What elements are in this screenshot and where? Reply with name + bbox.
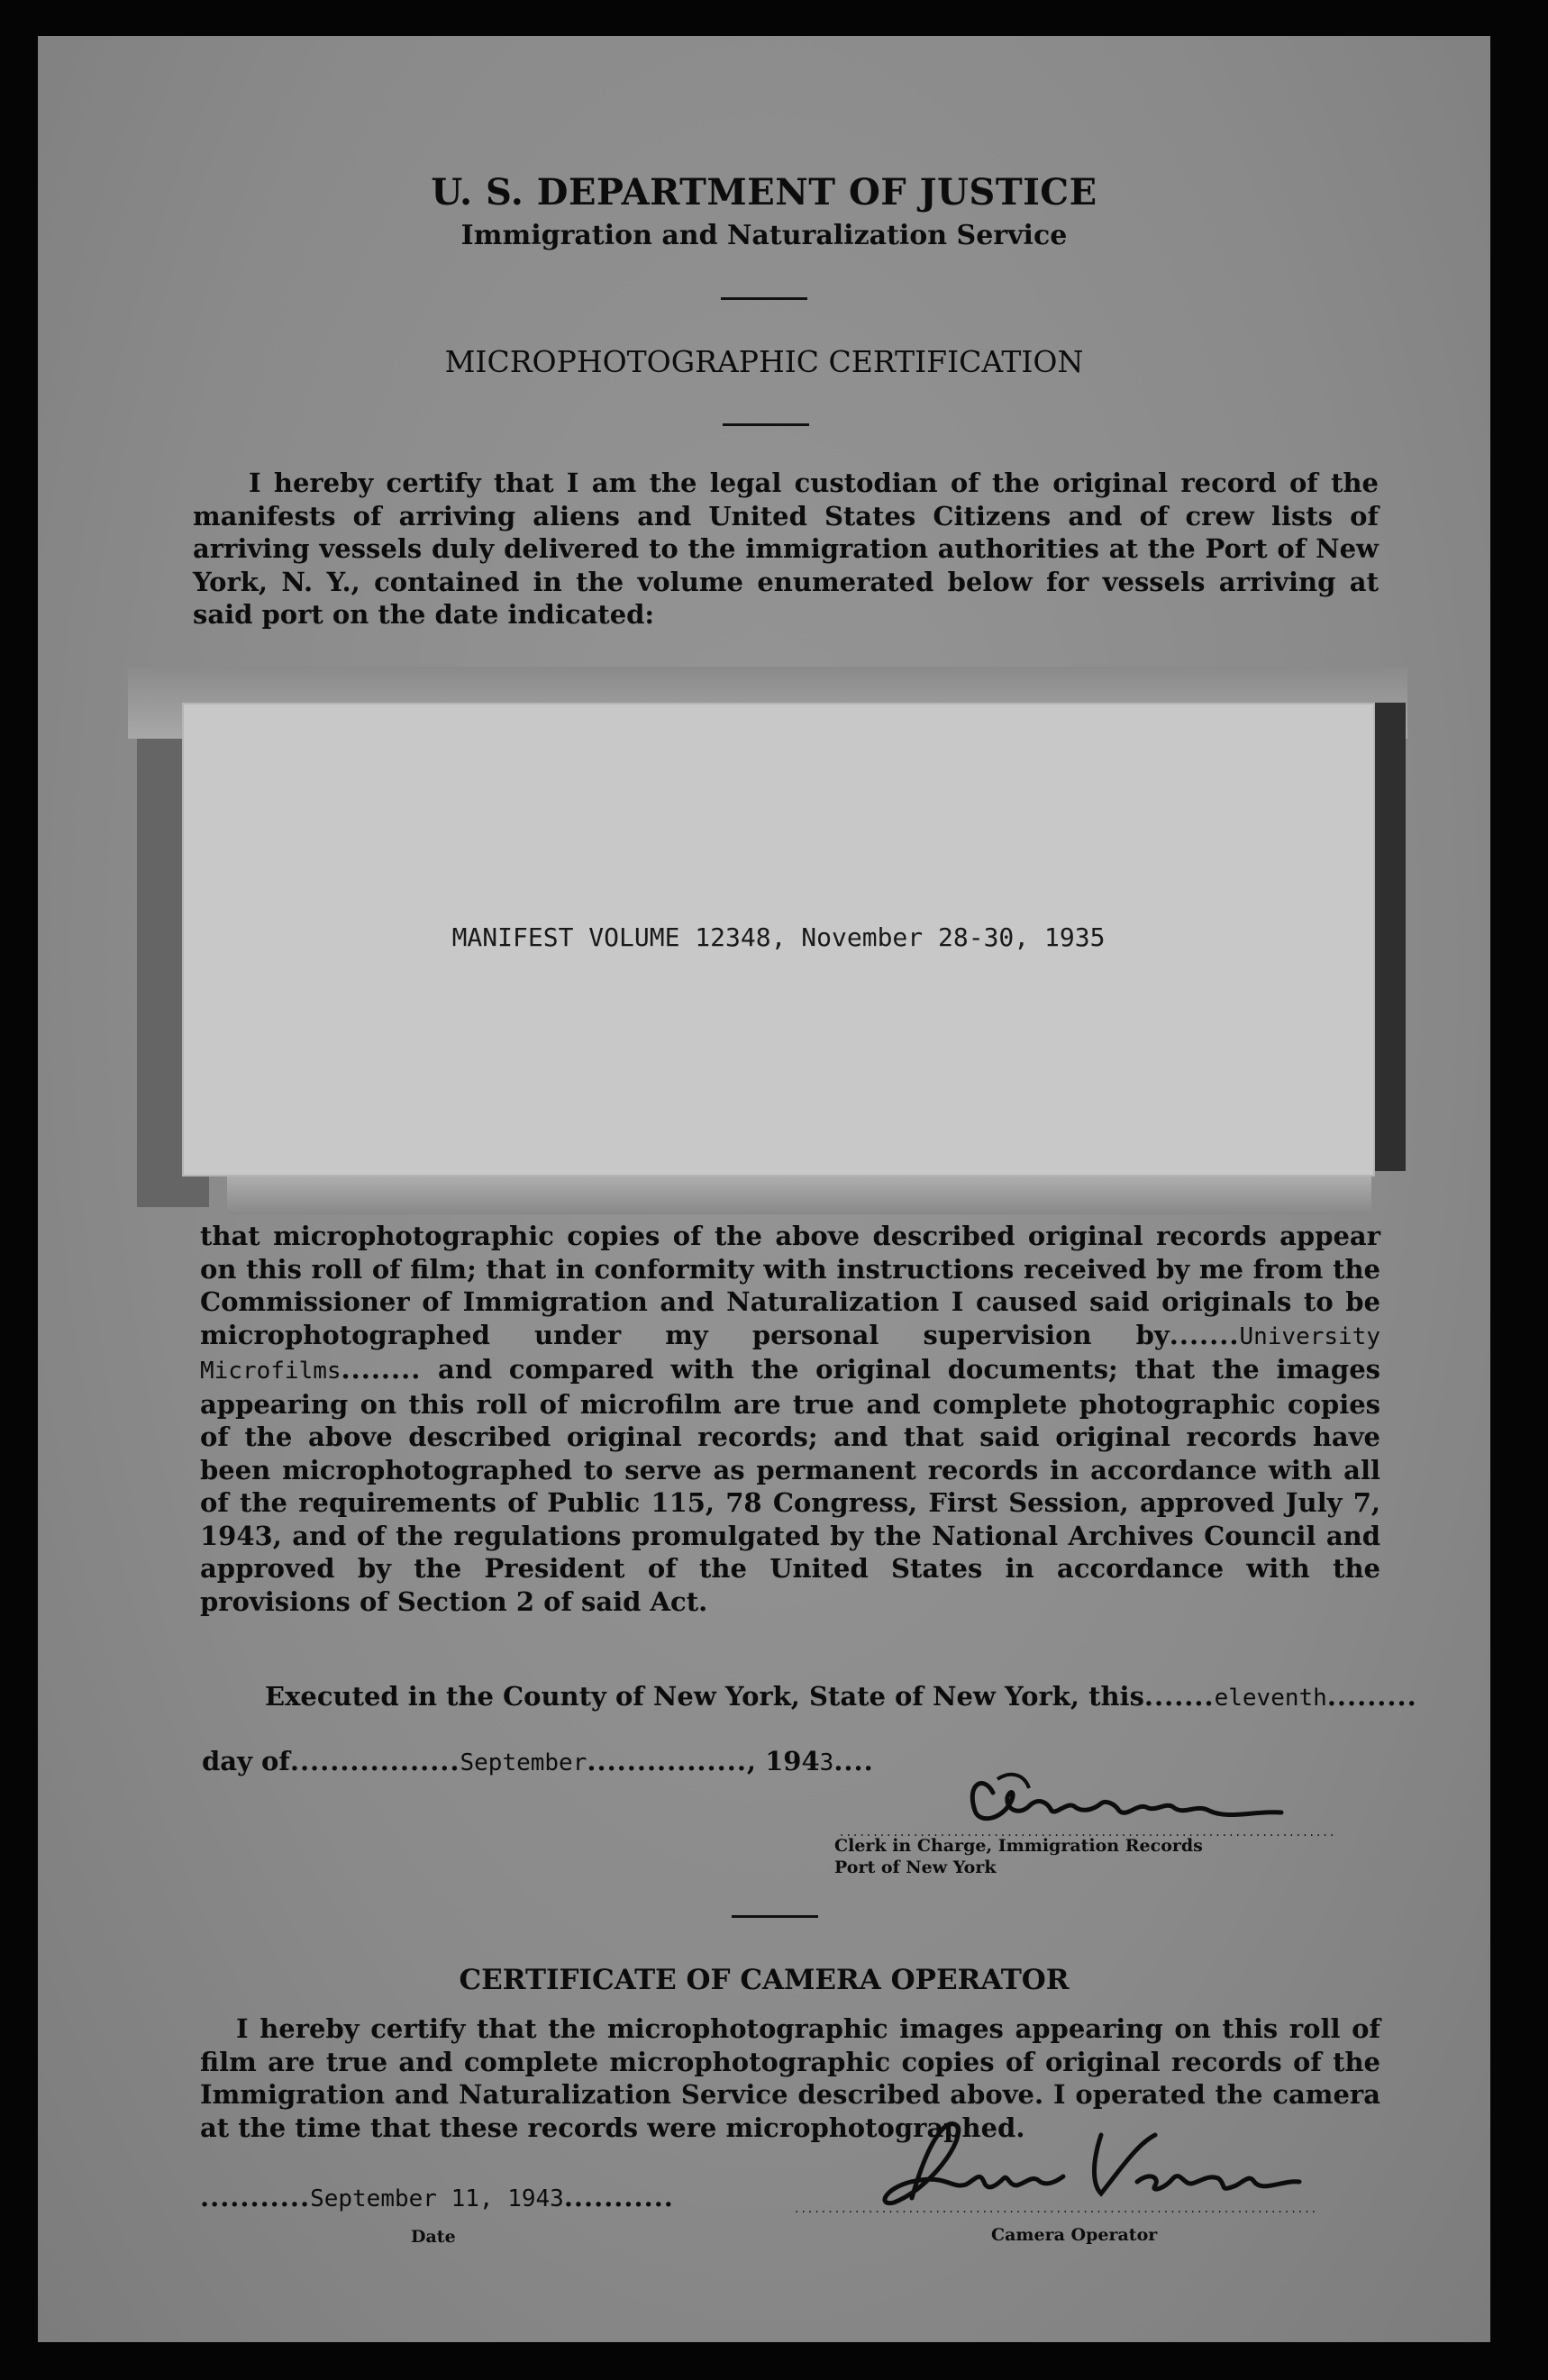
certification-title: MICROPHOTOGRAPHIC CERTIFICATION (444, 344, 1084, 379)
executed-text: Executed in the County of New York, State of New York, this (265, 1681, 1144, 1712)
day-value: eleventh (1214, 1685, 1327, 1712)
department-heading: U. S. DEPARTMENT OF JUSTICE (431, 171, 1097, 213)
certification-body: that microphotographic copies of the above described original records appear on this roll of film; that in conformity with instructions received by me from the Commissioner of Immigration and Naturalization I caused said originals to be microphotographed under my personal supervision by.......University Microfilms........ and compared with the original documents; that the images appearing on this roll of microfilm are true and complete photographic copies of the above described original records; and that said original records have been microphotographed to serve as permanent records in accordance with all of the requirements of Public 115, 78 Congress, First Session, approved July 7, 1943, and of the regulations promulgated by the National Archives Council and approved by the President of the United States in accordance with the provisions of Section 2 of said Act. (200, 1221, 1380, 1617)
day-of-label: day of (202, 1746, 290, 1776)
camera-operator-heading: CERTIFICATE OF CAMERA OPERATOR (459, 1964, 1070, 1996)
divider (723, 423, 809, 426)
year-prefix: , 194 (746, 1746, 820, 1776)
camera-date-line: ...........September 11, 1943........... (200, 2182, 674, 2212)
executed-line: Executed in the County of New York, State of New York, this.......eleventh......... (265, 1681, 1417, 1712)
clerk-title: Clerk in Charge, Immigration Records (834, 1836, 1203, 1856)
slip-shadow (227, 1169, 1371, 1214)
manifest-volume-slip (184, 704, 1373, 1175)
microfilmer-name: University Microfilms (200, 1322, 1380, 1385)
camera-operator-signature (795, 2099, 1389, 2225)
divider (732, 1915, 818, 1918)
day-of-line: day of.................September................, 1943.... (202, 1746, 874, 1776)
manifest-volume-text: MANIFEST VOLUME 12348, November 28-30, 1935 (451, 922, 1106, 952)
body-text-part2: and compared with the original documents; that the images appearing on this roll of microfilm are true and complete photographic copies of the above described original records; and that said original records have been microphotographed to serve as permanent records in accordance with all of the requirements of Public 115, 78 Congress, First Session, approved July 7, 1943, and of the regulations promulgated by the National Archives Council and approved by the President of the United States in accordance with the provisions of Section 2 of said Act. (200, 1354, 1380, 1617)
certificate-page (38, 36, 1490, 2342)
svg-text:..............................: .......................................................................... (840, 1825, 1337, 1840)
custodian-paragraph: I hereby certify that I am the legal custodian of the original record of the manifests of arriving aliens and United States Citizens and of crew lists of arriving vessels duly delivered to the immigration authorities at the Port of New York, N. Y., contained in the volume enumerated below for vessels arriving at said port on the date indicated: (193, 468, 1379, 630)
svg-text:..............................: .............................................................................. (795, 2202, 1319, 2216)
clerk-location: Port of New York (834, 1858, 997, 1877)
camera-operator-paragraph: I hereby certify that the microphotographic images appearing on this roll of film are true and complete microphotographic copies of original records of the Immigration and Naturalization Service described above. I operated the camera at the time that these records were microphotographed. (200, 2013, 1380, 2143)
slip-shadow (1370, 703, 1406, 1171)
body-text-part1: that microphotographic copies of the above described original records appear on this roll of film; that in conformity with instructions received by me from the Commissioner of Immigration and Naturalization I caused said originals to be microphotographed under my personal supervision by (200, 1221, 1380, 1350)
clerk-signature (831, 1748, 1389, 1847)
service-subheading: Immigration and Naturalization Service (460, 220, 1068, 251)
month-value: September (460, 1749, 587, 1776)
camera-operator-label: Camera Operator (991, 2225, 1158, 2245)
camera-date-value: September 11, 1943 (310, 2185, 564, 2212)
year-suffix: 3 (819, 1749, 834, 1776)
date-label: Date (411, 2227, 456, 2247)
divider (721, 297, 807, 300)
